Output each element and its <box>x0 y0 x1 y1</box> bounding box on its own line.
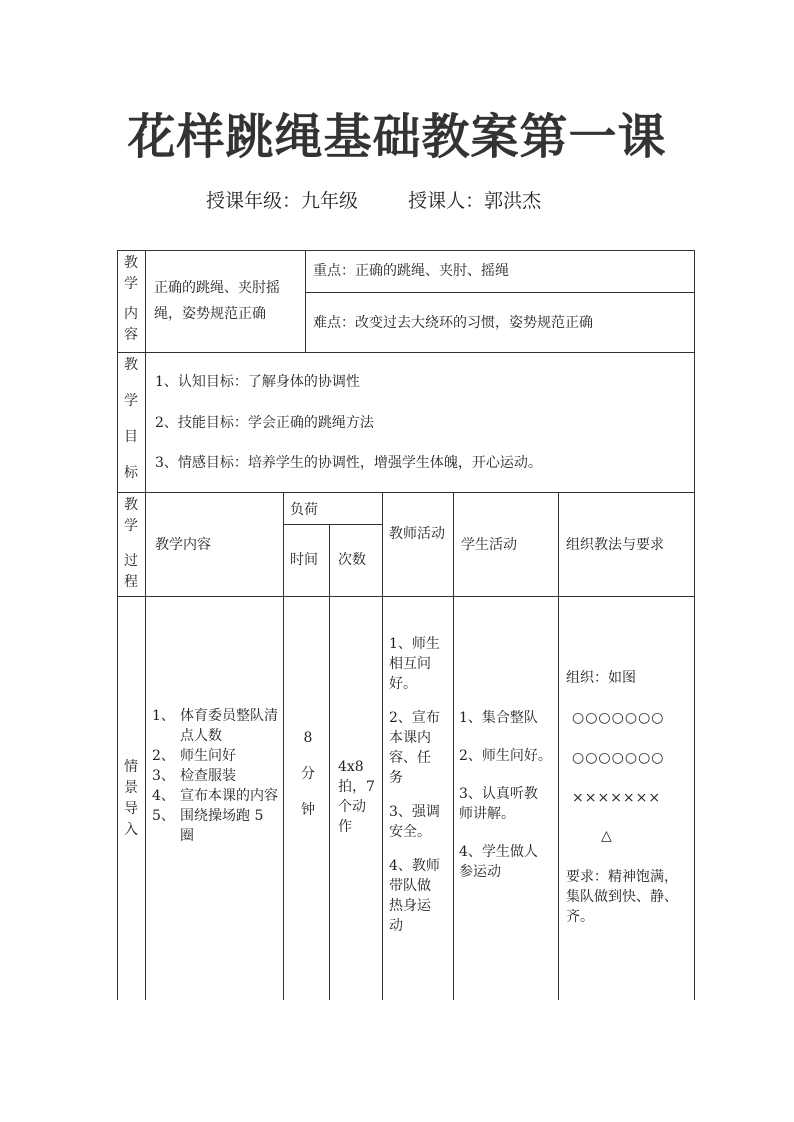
list-item: 3、认真听教 师讲解。 <box>459 786 538 822</box>
formation-row: ××××××× <box>572 790 662 806</box>
formation-row: ○○○○○○○ <box>572 750 665 766</box>
table-divider <box>117 352 695 353</box>
teacher-position-icon: △ <box>601 828 612 844</box>
intro-content-list <box>150 706 280 846</box>
list-item: 2、 师生问好 <box>152 748 236 764</box>
header-count: 次数 <box>338 552 366 568</box>
list-item: 4、学生做人 参运动 <box>459 844 538 880</box>
page-title: 花样跳绳基础教案第一课 <box>127 109 667 165</box>
key-point: 重点：正确的跳绳、夹肘、摇绳 <box>313 263 509 279</box>
header-content: 教学内容 <box>155 537 211 553</box>
header-time: 时间 <box>290 552 318 568</box>
teacher-activities <box>389 634 451 936</box>
table-border <box>117 250 695 251</box>
table-divider <box>382 492 383 1000</box>
process-section-label: 教 学 过 程 <box>124 497 138 590</box>
list-item: 1、师生 相互问 好。 <box>389 636 440 692</box>
list-item: 2、师生问好。 <box>459 748 552 764</box>
organization-requirement: 要求：精神饱满， 集队做到快、静、 齐。 <box>566 869 678 925</box>
list-item: 3、 检查服装 <box>152 768 236 784</box>
table-divider <box>305 292 695 293</box>
list-item: 4、 宣布本课的内容 <box>152 788 278 804</box>
content-summary: 正确的跳绳、夹肘摇绳，姿势规范正确 <box>154 280 280 322</box>
table-divider <box>283 524 382 525</box>
header-teacher-activity: 教师活动 <box>389 526 445 542</box>
goal-item: 1、认知目标：了解身体的协调性 <box>155 374 360 390</box>
grade-label: 授课年级：九年级 <box>206 190 359 212</box>
student-activities <box>459 708 557 882</box>
content-section-label: 教 学 内 容 <box>124 255 138 343</box>
header-student-activity: 学生活动 <box>461 537 517 553</box>
table-divider <box>305 250 306 352</box>
intro-count: 4x8 拍，7 个动 作 <box>338 759 375 835</box>
header-load: 负荷 <box>290 502 318 518</box>
table-divider <box>145 250 146 1000</box>
teacher-label: 授课人：郭洪杰 <box>408 190 542 212</box>
list-item: 2、宣布 本课内 容、任 务 <box>389 710 440 786</box>
list-item: 1、 体育委员整队清点人数 <box>152 708 278 744</box>
goal-item: 3、情感目标：培养学生的协调性，增强学生体魄，开心运动。 <box>155 455 542 471</box>
list-item: 3、强调 安全。 <box>389 804 440 840</box>
intro-time: 8 分 钟 <box>301 730 315 818</box>
table-border <box>117 250 118 1000</box>
formation-row: ○○○○○○○ <box>572 710 665 726</box>
table-divider <box>117 596 695 597</box>
goal-item: 2、技能目标：学会正确的跳绳方法 <box>155 415 374 431</box>
organization-header: 组织：如图 <box>566 670 636 686</box>
difficulty-point: 难点：改变过去大绕环的习惯，姿势规范正确 <box>313 315 593 331</box>
table-divider <box>558 492 559 1000</box>
table-divider <box>283 492 284 1000</box>
table-border <box>694 250 695 1000</box>
goals-section-label: 教 学 目 标 <box>124 357 138 481</box>
table-divider <box>453 492 454 1000</box>
list-item: 5、 围绕操场跑 5 圈 <box>152 808 264 844</box>
header-organization: 组织教法与要求 <box>566 537 664 553</box>
list-item: 4、教师 带队做 热身运 动 <box>389 858 440 934</box>
table-divider <box>329 524 330 1000</box>
list-item: 1、集合整队 <box>459 710 538 726</box>
lesson-info <box>206 186 541 213</box>
intro-section-label: 情 景 导 入 <box>124 759 138 838</box>
table-divider <box>117 492 695 493</box>
